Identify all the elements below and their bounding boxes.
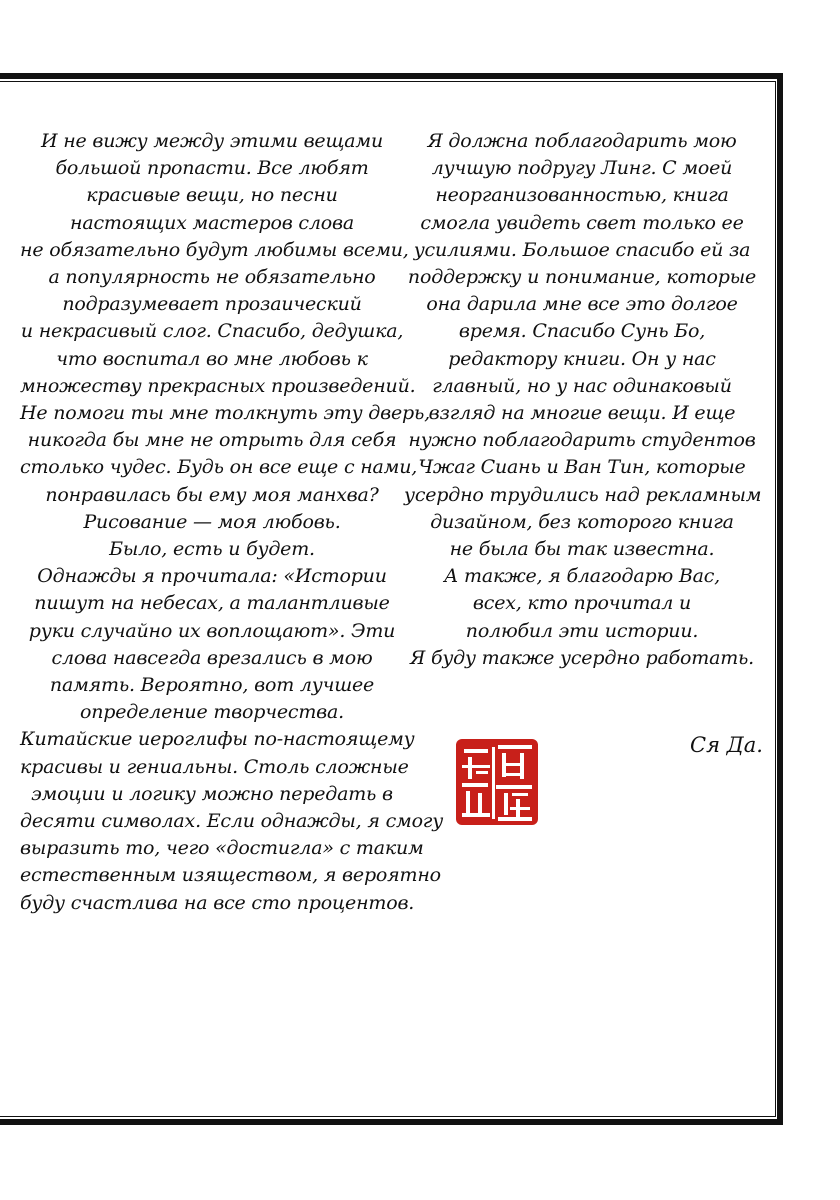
text-line: слова навсегда врезались в мою	[51, 646, 373, 669]
text-line: поддержку и понимание, которые	[407, 266, 757, 289]
text-line: И не вижу между этими вещами	[40, 130, 384, 152]
text-line: никогда бы мне не отрыть для себя	[27, 429, 397, 452]
text-line: подразумевает прозаический	[62, 293, 362, 316]
author-signature: Ся Да.	[690, 733, 763, 757]
text-line: дизайном, без которого книга	[430, 510, 734, 533]
text-line: пишут на небесах, а талантливые	[34, 592, 390, 615]
text-line: и некрасивый слог. Спасибо, дедушка,	[20, 320, 404, 343]
text-line: красивы и гениальны. Столь сложные	[20, 755, 409, 778]
red-seal-stamp-icon	[454, 735, 542, 829]
text-line: десяти символах. Если однажды, я смогу	[20, 810, 444, 833]
text-line: Было, есть и будет.	[109, 538, 315, 561]
text-line: усердно трудились над рекламным	[404, 483, 762, 506]
text-line: не была бы так известна.	[449, 538, 715, 561]
text-line: Я буду также усердно работать.	[409, 646, 755, 669]
right-text-column	[404, 128, 760, 672]
text-line: усилиями. Большое спасибо ей за	[413, 238, 751, 261]
text-line: естественным изяществом, я вероятно	[20, 864, 441, 887]
text-line: память. Вероятно, вот лучшее	[49, 674, 375, 697]
text-line: красивые вещи, но песни	[86, 184, 338, 207]
text-line: Чжаг Сиань и Ван Тин, которые	[418, 456, 746, 479]
text-line: Я должна поблагодарить мою	[427, 130, 737, 152]
text-line: А также, я благодарю Вас,	[444, 565, 720, 588]
text-line: Рисование — моя любовь.	[83, 510, 341, 533]
text-line: смогла увидеть свет только ее	[420, 211, 744, 234]
text-line: эмоции и логику можно передать в	[31, 782, 393, 805]
text-line: не обязательно будут любимы всеми,	[20, 238, 409, 261]
text-line: лучшую подругу Линг. С моей	[431, 157, 733, 180]
text-line: а популярность не обязательно	[48, 266, 376, 289]
left-text-column	[20, 128, 444, 917]
text-line: Китайские иероглифы по-настоящему	[20, 728, 415, 751]
text-line: неорганизованностью, книга	[435, 184, 729, 207]
text-line: буду счастлива на все сто процентов.	[20, 891, 415, 914]
text-line: столько чудес. Будь он все еще с нами,	[20, 456, 418, 479]
text-line: редактору книги. Он у нас	[448, 347, 716, 370]
text-line: руки случайно их воплощают». Эти	[28, 619, 396, 642]
text-line: полюбил эти истории.	[465, 619, 699, 642]
text-line: настоящих мастеров слова	[70, 211, 354, 234]
text-line: время. Спасибо Сунь Бо,	[458, 320, 706, 343]
text-line: множеству прекрасных произведений.	[20, 374, 416, 397]
text-line: выразить то, чего «достигла» с таким	[20, 837, 424, 860]
text-line: всех, кто прочитал и	[472, 592, 692, 615]
text-line: она дарила мне все это долгое	[426, 293, 738, 316]
text-line: определение творчества.	[80, 701, 344, 724]
text-line: главный, но у нас одинаковый	[432, 374, 732, 397]
text-line: нужно поблагодарить студентов	[408, 429, 756, 452]
text-line: понравилась бы ему моя манхва?	[45, 483, 379, 506]
text-line: большой пропасти. Все любят	[55, 157, 369, 180]
text-line: взгляд на многие вещи. И еще	[428, 402, 736, 425]
text-line: Не помоги ты мне толкнуть эту дверь,	[20, 402, 430, 425]
text-line: что воспитал во мне любовь к	[56, 347, 368, 370]
text-line: Однажды я прочитала: «Истории	[37, 565, 387, 588]
